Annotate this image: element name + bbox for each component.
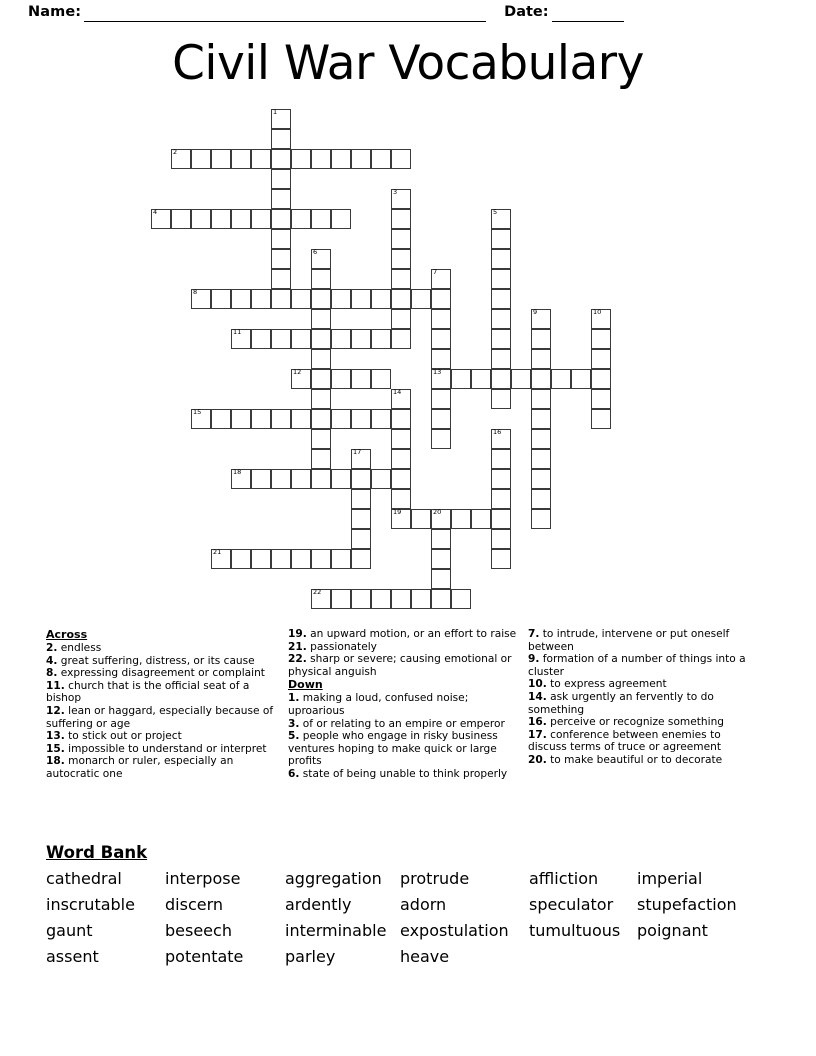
word-bank-word: parley <box>285 947 336 966</box>
word-bank-word: tumultuous <box>529 921 621 940</box>
crossword-cell[interactable] <box>311 549 331 569</box>
crossword-cell[interactable] <box>491 389 511 409</box>
crossword-cell[interactable] <box>431 349 451 369</box>
crossword-cell[interactable] <box>291 549 311 569</box>
clue-column-3 <box>528 628 758 767</box>
down-heading: Down <box>288 678 323 692</box>
crossword-cell[interactable] <box>431 369 451 389</box>
word-bank-word: aggregation <box>285 869 382 888</box>
crossword-cell[interactable] <box>491 549 511 569</box>
crossword-cell[interactable] <box>311 349 331 369</box>
clue-item: 13. to stick out or project <box>46 730 182 743</box>
cell-number: 3 <box>393 188 398 196</box>
crossword-cell[interactable] <box>431 269 451 289</box>
clue-item: 9. formation of a number of things into a cluster <box>528 653 746 678</box>
clue-number: 16. <box>528 716 547 729</box>
clue-number: 4. <box>46 654 58 667</box>
crossword-cell[interactable] <box>271 329 291 349</box>
crossword-cell[interactable] <box>471 369 491 389</box>
word-bank-word: cathedral <box>46 869 122 888</box>
crossword-cell[interactable] <box>231 209 251 229</box>
crossword-cell[interactable] <box>251 149 271 169</box>
crossword-cell[interactable] <box>351 409 371 429</box>
crossword-cell[interactable] <box>331 209 351 229</box>
crossword-cell[interactable] <box>591 329 611 349</box>
crossword-cell[interactable] <box>391 429 411 449</box>
crossword-cell[interactable] <box>531 329 551 349</box>
cell-number: 9 <box>533 308 538 316</box>
crossword-cell[interactable] <box>551 369 571 389</box>
clue-number: 8. <box>46 667 58 680</box>
crossword-cell[interactable] <box>491 209 511 229</box>
crossword-cell[interactable] <box>271 189 291 209</box>
clue-item: 20. to make beautiful or to decorate <box>528 753 723 766</box>
crossword-cell[interactable] <box>431 309 451 329</box>
word-bank-word: discern <box>165 895 224 914</box>
crossword-cell[interactable] <box>171 209 191 229</box>
clue-number: 11. <box>46 679 65 692</box>
clue-number: 9. <box>528 653 540 666</box>
clue-number: 2. <box>46 642 58 654</box>
crossword-cell[interactable] <box>271 109 291 129</box>
word-bank-word: heave <box>400 947 450 966</box>
word-bank-heading: Word Bank <box>46 843 148 862</box>
cell-number: 19 <box>393 508 402 516</box>
crossword-cell[interactable] <box>331 589 351 609</box>
crossword-cell[interactable] <box>351 369 371 389</box>
crossword-cell[interactable] <box>391 489 411 509</box>
crossword-cell[interactable] <box>351 489 371 509</box>
clues-section <box>46 628 772 781</box>
crossword-cell[interactable] <box>371 409 391 429</box>
crossword-cell[interactable] <box>231 409 251 429</box>
cell-number: 12 <box>293 368 302 376</box>
crossword-cell[interactable] <box>431 429 451 449</box>
crossword-cell[interactable] <box>511 369 531 389</box>
crossword-cell[interactable] <box>351 549 371 569</box>
crossword-cell[interactable] <box>391 589 411 609</box>
crossword-cell[interactable] <box>351 289 371 309</box>
crossword-cell[interactable] <box>271 149 291 169</box>
crossword-cell[interactable] <box>431 329 451 349</box>
clue-number: 20. <box>528 753 547 766</box>
crossword-cell[interactable] <box>391 389 411 409</box>
crossword-cell[interactable] <box>331 149 351 169</box>
crossword-cell[interactable] <box>311 309 331 329</box>
clue-number: 7. <box>528 628 540 640</box>
crossword-cell[interactable] <box>251 549 271 569</box>
cell-number: 2 <box>173 148 178 156</box>
crossword-cell[interactable] <box>271 169 291 189</box>
crossword-cell[interactable] <box>291 329 311 349</box>
clue-number: 15. <box>46 742 65 755</box>
clue-number: 21. <box>288 640 307 653</box>
crossword-grid[interactable] <box>151 109 621 629</box>
crossword-cell[interactable] <box>311 289 331 309</box>
crossword-cell[interactable] <box>571 369 591 389</box>
crossword-cell[interactable] <box>351 149 371 169</box>
cell-number: 21 <box>213 548 222 556</box>
cell-number: 14 <box>393 388 402 396</box>
word-bank-list <box>46 867 776 968</box>
clue-number: 12. <box>46 704 65 717</box>
crossword-cell[interactable] <box>411 589 431 609</box>
word-bank-word: imperial <box>637 869 703 888</box>
crossword-cell[interactable] <box>431 289 451 309</box>
crossword-cell[interactable] <box>351 469 371 489</box>
clue-item: 10. to express agreement <box>528 678 667 691</box>
crossword-cell[interactable] <box>251 289 271 309</box>
crossword-cell[interactable] <box>531 449 551 469</box>
cell-number: 8 <box>193 288 198 296</box>
word-bank-word: stupefaction <box>637 895 737 914</box>
crossword-cell[interactable] <box>351 329 371 349</box>
crossword-cell[interactable] <box>331 409 351 429</box>
clue-item: 22. sharp or severe; causing emotional or physical anguish <box>288 653 512 678</box>
word-bank-word: expostulation <box>400 921 509 940</box>
word-bank-word: beseech <box>165 921 232 940</box>
crossword-cell[interactable] <box>471 509 491 529</box>
clue-item: 11. church that is the official seat of a bishop <box>46 679 250 705</box>
clue-item: 18. monarch or ruler, especially an autocratic one <box>46 755 234 780</box>
clue-item: 7. to intrude, intervene or put oneself between <box>528 628 730 653</box>
crossword-cell[interactable] <box>211 289 231 309</box>
clue-item: 8. expressing disagreement or complaint <box>46 667 265 680</box>
crossword-cell[interactable] <box>271 469 291 489</box>
crossword-cell[interactable] <box>431 589 451 609</box>
crossword-cell[interactable] <box>591 309 611 329</box>
clue-number: 22. <box>288 653 307 666</box>
crossword-cell[interactable] <box>331 289 351 309</box>
clue-item: 19. an upward motion, or an effort to raise <box>288 628 517 640</box>
crossword-cell[interactable] <box>191 289 211 309</box>
crossword-cell[interactable] <box>251 409 271 429</box>
crossword-cell[interactable] <box>451 369 471 389</box>
crossword-cell[interactable] <box>531 429 551 449</box>
cell-number: 20 <box>433 508 442 516</box>
crossword-cell[interactable] <box>391 449 411 469</box>
crossword-cell[interactable] <box>291 289 311 309</box>
clue-item: 5. people who engage in risky business ventures hoping to make quick or large profits <box>288 730 498 768</box>
date-write-line[interactable] <box>552 4 624 22</box>
word-bank-word: affliction <box>529 869 599 888</box>
name-write-line[interactable] <box>84 4 486 22</box>
crossword-cell[interactable] <box>431 409 451 429</box>
word-bank-word: potentate <box>165 947 244 966</box>
clue-item: 1. making a loud, confused noise; uproarious <box>288 692 469 717</box>
crossword-cell[interactable] <box>331 469 351 489</box>
clue-number: 3. <box>288 717 300 730</box>
crossword-cell[interactable] <box>491 329 511 349</box>
clue-item: 2. endless <box>46 642 102 654</box>
crossword-cell[interactable] <box>231 149 251 169</box>
across-heading: Across <box>46 628 88 641</box>
clue-item: 12. lean or haggard, especially because of suffering or age <box>46 704 274 730</box>
crossword-cell[interactable] <box>391 469 411 489</box>
crossword-cell[interactable] <box>391 289 411 309</box>
word-bank-word: protrude <box>400 869 470 888</box>
clue-item: 3. of or relating to an empire or emperor <box>288 717 505 730</box>
crossword-cell[interactable] <box>491 489 511 509</box>
crossword-cell[interactable] <box>531 469 551 489</box>
crossword-cell[interactable] <box>191 149 211 169</box>
crossword-cell[interactable] <box>391 409 411 429</box>
cell-number: 18 <box>233 468 242 476</box>
crossword-cell[interactable] <box>291 149 311 169</box>
crossword-cell[interactable] <box>491 509 511 529</box>
crossword-cell[interactable] <box>191 409 211 429</box>
crossword-cell[interactable] <box>451 509 471 529</box>
crossword-cell[interactable] <box>151 209 171 229</box>
crossword-cell[interactable] <box>231 549 251 569</box>
crossword-cell[interactable] <box>371 369 391 389</box>
crossword-cell[interactable] <box>391 329 411 349</box>
clue-number: 1. <box>288 692 300 705</box>
crossword-cell[interactable] <box>371 329 391 349</box>
crossword-cell[interactable] <box>251 469 271 489</box>
crossword-cell[interactable] <box>311 249 331 269</box>
crossword-cell[interactable] <box>271 549 291 569</box>
crossword-cell[interactable] <box>391 309 411 329</box>
clue-number: 6. <box>288 767 300 780</box>
crossword-cell[interactable] <box>211 549 231 569</box>
word-bank-word: speculator <box>529 895 614 914</box>
cell-number: 16 <box>493 428 502 436</box>
crossword-cell[interactable] <box>491 229 511 249</box>
crossword-cell[interactable] <box>311 409 331 429</box>
crossword-cell[interactable] <box>531 409 551 429</box>
clue-number: 13. <box>46 730 65 743</box>
crossword-cell[interactable] <box>431 389 451 409</box>
crossword-cell[interactable] <box>311 389 331 409</box>
clue-item: 17. conference between enemies to discuss terms of truce or agreement <box>528 728 721 754</box>
clue-item: 16. perceive or recognize something <box>528 716 725 729</box>
crossword-cell[interactable] <box>531 309 551 329</box>
crossword-cell[interactable] <box>211 209 231 229</box>
cell-number: 22 <box>313 588 322 596</box>
crossword-cell[interactable] <box>391 269 411 289</box>
crossword-cell[interactable] <box>271 209 291 229</box>
crossword-cell[interactable] <box>591 409 611 429</box>
crossword-cell[interactable] <box>311 449 331 469</box>
crossword-cell[interactable] <box>351 449 371 469</box>
cell-number: 4 <box>153 208 158 216</box>
crossword-cell[interactable] <box>491 429 511 449</box>
crossword-cell[interactable] <box>231 289 251 309</box>
word-bank-word: ardently <box>285 895 352 914</box>
clue-item: 4. great suffering, distress, or its cause <box>46 654 255 667</box>
crossword-cell[interactable] <box>391 509 411 529</box>
clue-number: 10. <box>528 678 547 691</box>
clue-column-1 <box>46 628 288 781</box>
crossword-cell[interactable] <box>591 369 611 389</box>
crossword-cell[interactable] <box>351 509 371 529</box>
crossword-cell[interactable] <box>531 389 551 409</box>
cell-number: 15 <box>193 408 202 416</box>
word-bank-word: gaunt <box>46 921 93 940</box>
crossword-cell[interactable] <box>311 429 331 449</box>
clue-number: 19. <box>288 628 307 640</box>
crossword-cell[interactable] <box>431 569 451 589</box>
crossword-cell[interactable] <box>531 489 551 509</box>
crossword-cell[interactable] <box>311 589 331 609</box>
crossword-cell[interactable] <box>271 229 291 249</box>
crossword-cell[interactable] <box>391 149 411 169</box>
crossword-cell[interactable] <box>311 369 331 389</box>
crossword-cell[interactable] <box>311 149 331 169</box>
page-title: Civil War Vocabulary <box>172 36 644 91</box>
crossword-cell[interactable] <box>271 269 291 289</box>
crossword-cell[interactable] <box>391 209 411 229</box>
crossword-cell[interactable] <box>331 369 351 389</box>
cell-number: 6 <box>313 248 318 256</box>
worksheet-header <box>0 0 816 30</box>
crossword-cell[interactable] <box>311 269 331 289</box>
word-bank-word: poignant <box>637 921 708 940</box>
crossword-cell[interactable] <box>291 469 311 489</box>
crossword-cell[interactable] <box>591 389 611 409</box>
date-label: Date: <box>504 4 549 20</box>
crossword-cell[interactable] <box>251 329 271 349</box>
clue-item: 14. ask urgently an fervently to do something <box>528 690 714 716</box>
crossword-cell[interactable] <box>311 209 331 229</box>
crossword-cell[interactable] <box>431 529 451 549</box>
crossword-cell[interactable] <box>411 289 431 309</box>
word-bank-word <box>529 945 637 968</box>
crossword-cell[interactable] <box>251 209 271 229</box>
crossword-cell[interactable] <box>371 469 391 489</box>
crossword-cell[interactable] <box>491 369 511 389</box>
crossword-cell[interactable] <box>371 289 391 309</box>
word-bank-word: interpose <box>165 869 241 888</box>
crossword-cell[interactable] <box>211 409 231 429</box>
crossword-cell[interactable] <box>391 249 411 269</box>
crossword-cell[interactable] <box>291 369 311 389</box>
crossword-cell[interactable] <box>331 329 351 349</box>
crossword-cell[interactable] <box>271 409 291 429</box>
crossword-cell[interactable] <box>311 469 331 489</box>
crossword-cell[interactable] <box>491 469 511 489</box>
crossword-cell[interactable] <box>491 529 511 549</box>
word-bank-word: inscrutable <box>46 895 135 914</box>
crossword-cell[interactable] <box>491 449 511 469</box>
crossword-cell[interactable] <box>231 469 251 489</box>
crossword-cell[interactable] <box>451 589 471 609</box>
word-bank-word <box>637 945 776 968</box>
crossword-cell[interactable] <box>191 209 211 229</box>
crossword-cell[interactable] <box>291 409 311 429</box>
cell-number: 5 <box>493 208 498 216</box>
crossword-cell[interactable] <box>371 149 391 169</box>
crossword-cell[interactable] <box>491 269 511 289</box>
crossword-cell[interactable] <box>531 369 551 389</box>
clue-item: 15. impossible to understand or interpret <box>46 742 267 755</box>
word-bank-word: assent <box>46 947 99 966</box>
word-bank-word: adorn <box>400 895 447 914</box>
crossword-cell[interactable] <box>331 549 351 569</box>
cell-number: 1 <box>273 108 278 116</box>
crossword-cell[interactable] <box>591 349 611 369</box>
crossword-cell[interactable] <box>171 149 191 169</box>
name-label: Name: <box>28 4 82 20</box>
crossword-cell[interactable] <box>211 149 231 169</box>
crossword-cell[interactable] <box>431 549 451 569</box>
clue-item: 21. passionately <box>288 640 377 653</box>
cell-number: 11 <box>233 328 242 336</box>
crossword-cell[interactable] <box>531 509 551 529</box>
crossword-cell[interactable] <box>531 349 551 369</box>
clue-number: 5. <box>288 730 300 743</box>
cell-number: 7 <box>433 268 438 276</box>
crossword-cell[interactable] <box>491 249 511 269</box>
word-bank-section <box>46 843 776 968</box>
crossword-cell[interactable] <box>411 509 431 529</box>
clue-number: 17. <box>528 728 547 741</box>
cell-number: 10 <box>593 308 602 316</box>
clue-number: 14. <box>528 690 547 703</box>
clue-item: 6. state of being unable to think properly <box>288 767 508 780</box>
crossword-cell[interactable] <box>391 229 411 249</box>
crossword-cell[interactable] <box>391 189 411 209</box>
crossword-cell[interactable] <box>291 209 311 229</box>
crossword-cell[interactable] <box>271 249 291 269</box>
clue-column-2 <box>288 628 528 781</box>
crossword-cell[interactable] <box>351 529 371 549</box>
cell-number: 13 <box>433 368 442 376</box>
crossword-cell[interactable] <box>231 329 251 349</box>
crossword-cell[interactable] <box>431 509 451 529</box>
crossword-cell[interactable] <box>271 289 291 309</box>
crossword-cell[interactable] <box>311 329 331 349</box>
crossword-cell[interactable] <box>271 129 291 149</box>
crossword-cell[interactable] <box>491 349 511 369</box>
crossword-cell[interactable] <box>491 309 511 329</box>
crossword-cell[interactable] <box>351 589 371 609</box>
crossword-cell[interactable] <box>371 589 391 609</box>
crossword-cell[interactable] <box>491 289 511 309</box>
word-bank-word: interminable <box>285 921 387 940</box>
clue-number: 18. <box>46 755 65 768</box>
cell-number: 17 <box>353 448 362 456</box>
